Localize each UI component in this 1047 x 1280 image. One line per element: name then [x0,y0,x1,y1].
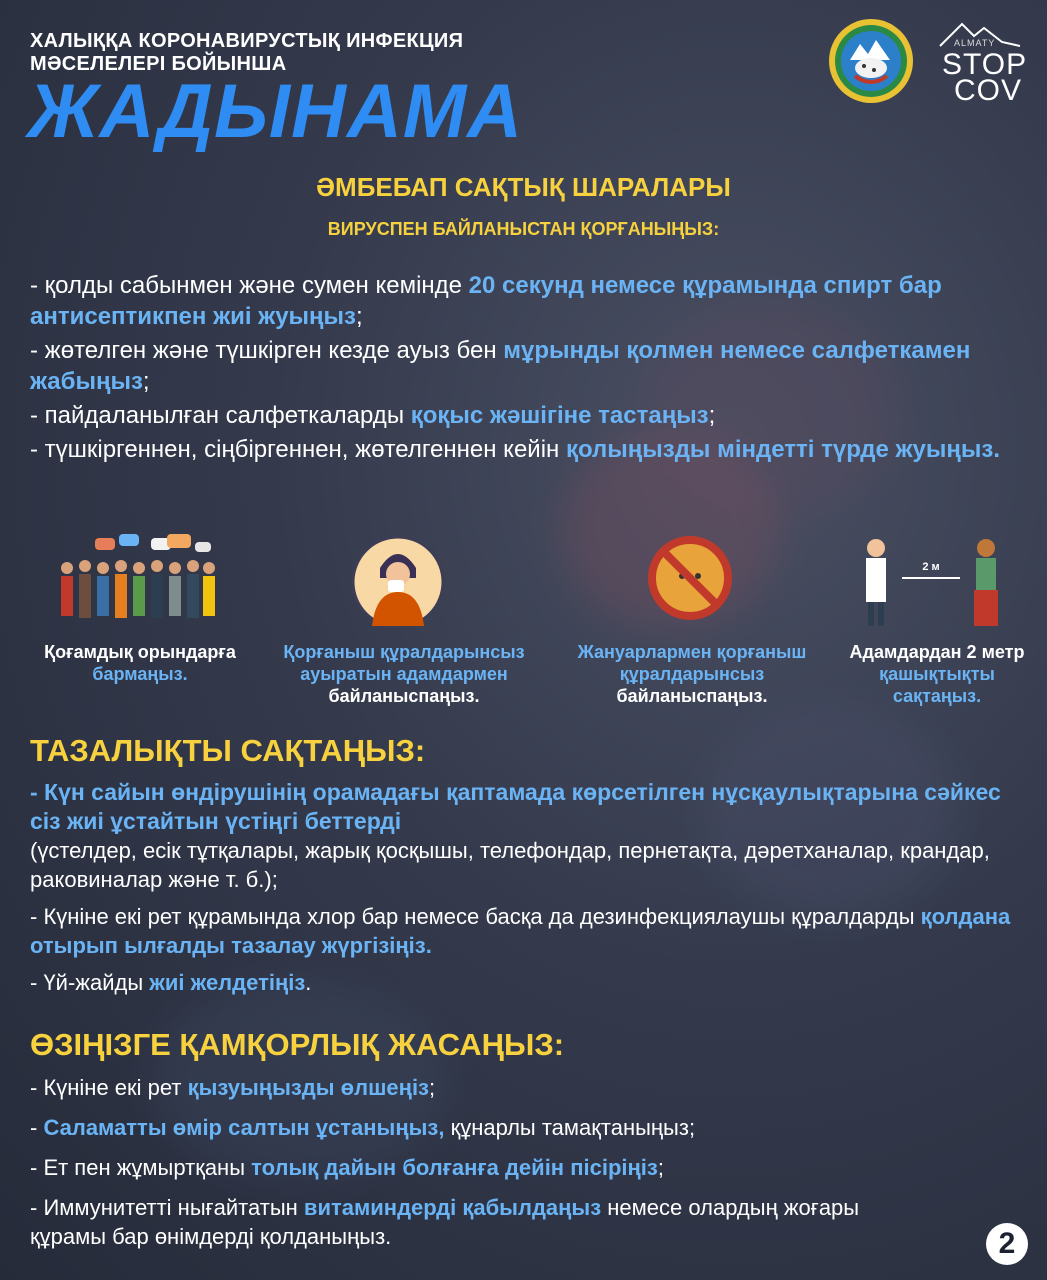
cov-word: COV [954,74,1023,107]
stop-word: STOP [942,48,1028,81]
distance-icon [858,530,1008,630]
caption-sick-people: Қорғаныш құралдарынсыз ауыратын адамдармен байланыспаңыз. [283,642,525,706]
list-item: - Күніне екі рет құрамында хлор бар немесе басқа да дезинфекциялаушы құралдарды қолдана отырып ылғалды тазалау жүргізіңіз. [30,904,1011,958]
list-item: - Күн сайын өндірушінің орамадағы қаптамада көрсетілген нұсқаулықтарына сәйкес сіз жиі ұстайтын үстіңгі беттерді (үстелдер, есік тұтқалары, жарық қосқышы, телефондар, пернетақта, дәретханалар, крандар, раковиналар және т. б.); [30,779,1001,892]
distance-label: 2 м [922,561,940,573]
stop-cov-logo [932,16,1028,106]
universal-measures-title: ӘМБЕБАП САҚТЫҚ ШАРАЛАРЫ [316,172,731,202]
caption-animals: Жануарлармен қорғаныш құралдарынсыз байланыспаңыз. [577,642,807,706]
list-item: - қолды сабынмен және сумен кемінде 20 секунд немесе құрамында спирт бар антисептикпен жиі жуыңыз; [30,272,942,330]
page-number: 2 [986,1223,1028,1265]
no-animals-icon [648,530,732,630]
sick-person-icon [350,530,446,630]
list-item: - Саламатты өмір салтын ұстаныңыз, құнарлы тамақтаныңыз; [30,1115,696,1140]
self-care-list [30,1073,1020,1251]
list-item: - Ет пен жұмыртқаны толық дайын болғанға дейін пісіріңіз; [30,1155,664,1180]
hygiene-title: ТАЗАЛЫҚТЫ САҚТАҢЫЗ: [30,733,426,768]
header-subtitle-line2: МӘСЕЛЕЛЕРІ БОЙЫНША [30,53,287,75]
list-item: - Иммунитетті нығайтатын витаминдерді қабылдаңыз немесе олардың жоғары құрамы бар өнімдерді қолданыңыз. [30,1195,860,1249]
universal-measures-subtitle: ВИРУСПЕН БАЙЛАНЫСТАН ҚОРҒАНЫҢЫЗ: [327,219,720,239]
universal-list [30,270,1020,465]
header-subtitle-line1: ХАЛЫҚҚА КОРОНАВИРУСТЫҚ ИНФЕКЦИЯ [30,30,464,52]
list-item: - Үй-жайды жиі желдетіңіз. [30,970,312,995]
crowd-icon [55,530,220,630]
list-item: - Күніне екі рет қызуыңызды өлшеңіз; [30,1075,436,1100]
hygiene-list [30,778,1020,997]
list-item: - жөтелген және түшкірген кезде ауыз бен мұрынды қолмен немесе салфеткамен жабыңыз; [30,337,971,395]
caption-public-places: Қоғамдық орындарға бармаңыз. [44,642,236,684]
list-item: - пайдаланылған салфеткаларды қоқыс жәшігіне тастаңыз; [30,402,716,429]
caption-distance: Адамдардан 2 метр қашықтықты сақтаңыз. [849,642,1025,706]
stop-cov-city: ALMATY [954,38,996,48]
list-item: - түшкіргеннен, сіңбіргеннен, жөтелгеннен кейін қолыңызды міндетті түрде жуыңыз. [30,436,1000,463]
self-care-title: ӨЗІҢІЗГЕ ҚАМҚОРЛЫҚ ЖАСАҢЫЗ: [30,1027,565,1062]
almaty-emblem-logo [828,18,914,104]
page-title: ЖАДЫНАМА [28,69,524,154]
